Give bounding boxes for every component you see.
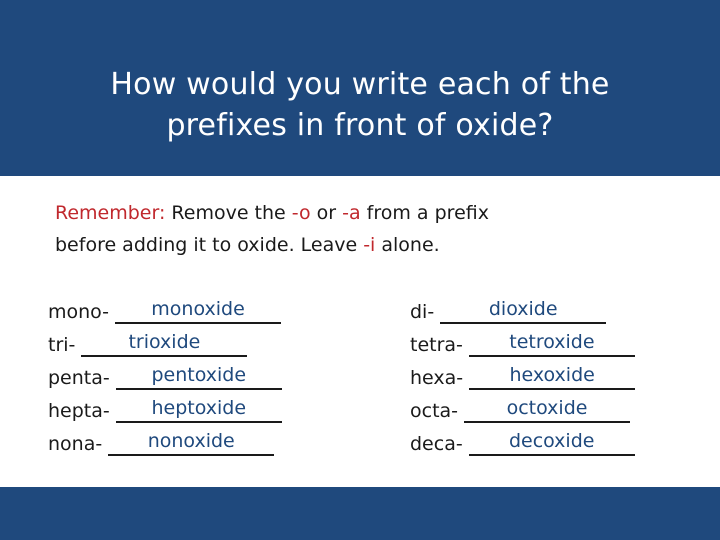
prefix-label: hexa- <box>410 367 464 389</box>
title-line-1: How would you write each of the <box>110 67 610 102</box>
prefix-row <box>48 329 282 362</box>
answer-blank <box>81 329 247 362</box>
reminder-text-1: Remove the <box>165 202 292 224</box>
reminder-text-2: or <box>310 202 343 224</box>
answer-text: pentoxide <box>151 364 247 386</box>
answer-text: monoxide <box>151 298 245 320</box>
reminder-text-5: alone. <box>375 234 440 256</box>
answer-blank <box>108 428 274 461</box>
suffix-o: -o <box>291 202 311 224</box>
prefix-row <box>410 329 635 362</box>
prefix-row <box>410 362 635 395</box>
prefix-row <box>48 362 282 395</box>
prefix-column-left <box>48 296 282 461</box>
answer-blank <box>440 296 606 329</box>
answer-text: decoxide <box>508 430 595 452</box>
answer-text: heptoxide <box>151 397 247 419</box>
prefix-label: tetra- <box>410 334 463 356</box>
prefix-row <box>410 428 635 461</box>
prefix-row <box>48 296 282 329</box>
prefix-label: octa- <box>410 400 459 422</box>
prefix-row <box>48 395 282 428</box>
answer-blank <box>469 362 635 395</box>
answer-text: nonoxide <box>147 430 235 452</box>
reminder-line-2 <box>55 229 695 261</box>
suffix-i: -i <box>363 234 376 256</box>
answer-text: tetroxide <box>509 331 595 353</box>
prefix-label: nona- <box>48 433 103 455</box>
title-line-2: prefixes in front of oxide? <box>166 108 554 143</box>
suffix-a: -a <box>342 202 361 224</box>
reminder-line-1 <box>55 197 695 229</box>
reminder-text-4: before adding it to oxide. Leave <box>55 234 364 256</box>
answer-blank <box>116 395 282 428</box>
prefix-row <box>410 296 635 329</box>
answer-blank <box>469 428 635 461</box>
answer-blank <box>464 395 630 428</box>
answer-text: octoxide <box>506 397 588 419</box>
remember-label: Remember: <box>55 202 166 224</box>
answer-text: dioxide <box>488 298 558 320</box>
answer-blank <box>469 329 635 362</box>
reminder-text-3: from a prefix <box>360 202 489 224</box>
slide-title <box>0 64 720 146</box>
prefix-label: mono- <box>48 301 110 323</box>
prefix-label: tri- <box>48 334 76 356</box>
answer-blank <box>115 296 281 329</box>
title-banner <box>0 0 720 176</box>
footer-bar <box>0 487 720 540</box>
prefix-row <box>410 395 635 428</box>
prefix-label: deca- <box>410 433 463 455</box>
reminder-note <box>55 197 695 261</box>
prefix-label: di- <box>410 301 435 323</box>
prefix-column-right <box>410 296 635 461</box>
answer-text: trioxide <box>128 331 201 353</box>
answer-text: hexoxide <box>509 364 595 386</box>
prefix-label: hepta- <box>48 400 110 422</box>
answer-blank <box>116 362 282 395</box>
prefix-label: penta- <box>48 367 110 389</box>
prefix-row <box>48 428 282 461</box>
